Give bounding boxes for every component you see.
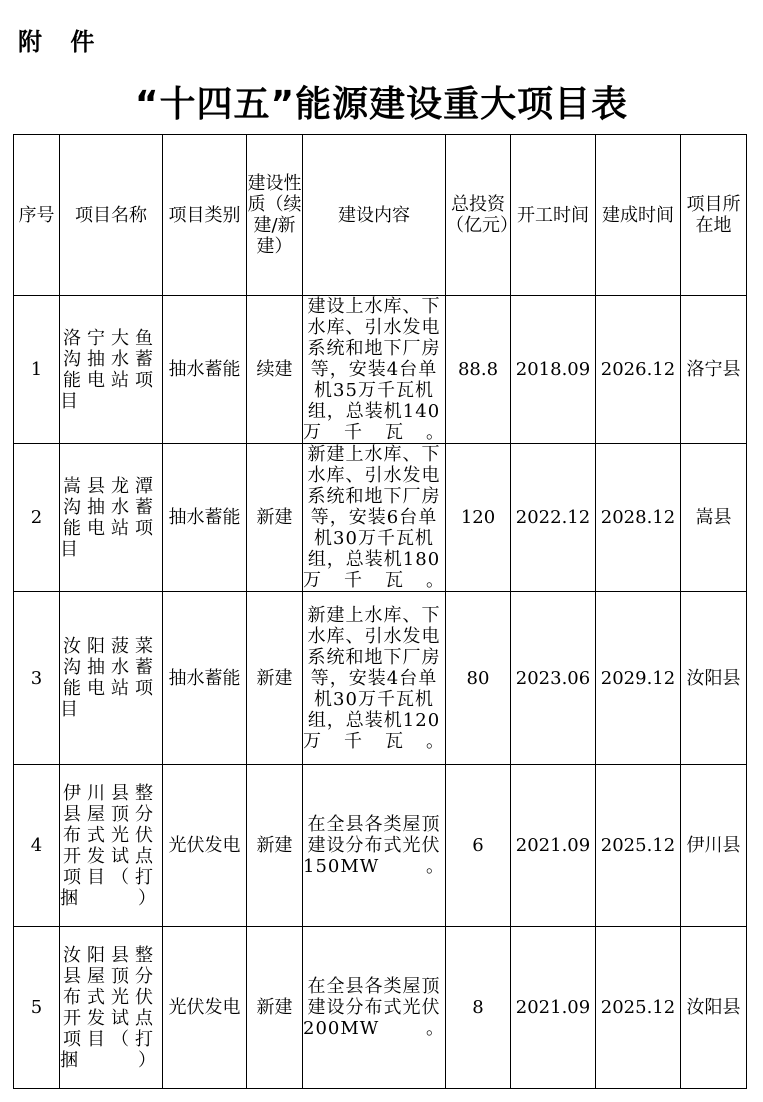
- header-content: 建设内容: [303, 135, 446, 296]
- cell-nature: 续建: [247, 296, 303, 444]
- cell-content: 建设上水库、下水库、引水发电系统和地下厂房等，安装4台单机35万千瓦机组，总装机140万千瓦。: [303, 296, 445, 443]
- cell-investment: 6: [446, 765, 511, 927]
- cell-type: 抽水蓄能: [163, 592, 247, 765]
- cell-start: 2023.06: [511, 592, 596, 765]
- header-name: 项目名称: [60, 135, 163, 296]
- cell-name: 汝阳县整县屋顶分布式光伏开发试点项目（打捆）: [60, 927, 163, 1089]
- cell-seq: 5: [14, 927, 60, 1089]
- cell-type: 抽水蓄能: [163, 444, 247, 592]
- table-row: [14, 592, 747, 765]
- cell-seq: 2: [14, 444, 60, 592]
- table-row: [14, 927, 747, 1089]
- cell-finish: 2026.12: [596, 296, 681, 444]
- table-row: [14, 444, 747, 592]
- cell-location: 伊川县: [681, 765, 747, 927]
- cell-location: 嵩县: [681, 444, 747, 592]
- cell-start: 2021.09: [511, 765, 596, 927]
- cell-name: 伊川县整县屋顶分布式光伏开发试点项目（打捆）: [60, 765, 163, 927]
- header-row: [14, 135, 747, 296]
- header-finish: 建成时间: [596, 135, 681, 296]
- cell-seq: 1: [14, 296, 60, 444]
- cell-type: 抽水蓄能: [163, 296, 247, 444]
- cell-seq: 4: [14, 765, 60, 927]
- header-type: 项目类别: [163, 135, 247, 296]
- cell-name: 汝阳菠菜沟抽水蓄能电站项目: [60, 592, 163, 765]
- cell-location: 洛宁县: [681, 296, 747, 444]
- cell-content: 在全县各类屋顶建设分布式光伏150MW。: [303, 765, 446, 927]
- cell-start: 2018.09: [511, 296, 596, 444]
- cell-nature: 新建: [247, 444, 303, 592]
- cell-start: 2022.12: [511, 444, 596, 592]
- cell-investment: 120: [446, 444, 511, 592]
- cell-content: 新建上水库、下水库、引水发电系统和地下厂房等，安装4台单机30万千瓦机组，总装机120万千瓦。: [303, 592, 446, 765]
- cell-investment: 88.8: [446, 296, 511, 444]
- cell-location: 汝阳县: [681, 927, 747, 1089]
- cell-investment: 80: [446, 592, 511, 765]
- cell-finish: 2025.12: [596, 927, 681, 1089]
- cell-finish: 2028.12: [596, 444, 681, 592]
- cell-nature: 新建: [247, 765, 303, 927]
- cell-location: 汝阳县: [681, 592, 747, 765]
- cell-name: 嵩县龙潭沟抽水蓄能电站项目: [60, 444, 163, 592]
- cell-seq: 3: [14, 592, 60, 765]
- attachment-label: 附 件: [18, 28, 105, 56]
- table-row: [14, 765, 747, 927]
- projects-table: [13, 134, 747, 1089]
- cell-finish: 2025.12: [596, 765, 681, 927]
- header-nature: 建设性质（续建/新建）: [247, 135, 303, 296]
- cell-nature: 新建: [247, 927, 303, 1089]
- cell-nature: 新建: [247, 592, 303, 765]
- cell-type: 光伏发电: [163, 927, 247, 1089]
- page-title: “十四五”能源建设重大项目表: [134, 84, 629, 125]
- cell-type: 光伏发电: [163, 765, 247, 927]
- table-row: [14, 296, 747, 444]
- cell-investment: 8: [446, 927, 511, 1089]
- header-start: 开工时间: [511, 135, 596, 296]
- cell-name: 洛宁大鱼沟抽水蓄能电站项目: [60, 296, 163, 444]
- cell-start: 2021.09: [511, 927, 596, 1089]
- header-location: 项目所在地: [681, 135, 747, 296]
- cell-content: 新建上水库、下水库、引水发电系统和地下厂房等，安装6台单机30万千瓦机组，总装机180万千瓦。: [303, 444, 445, 591]
- header-investment: 总投资（亿元）: [446, 135, 511, 296]
- cell-content: 在全县各类屋顶建设分布式光伏200MW。: [303, 927, 446, 1089]
- cell-finish: 2029.12: [596, 592, 681, 765]
- header-seq: 序号: [14, 135, 60, 296]
